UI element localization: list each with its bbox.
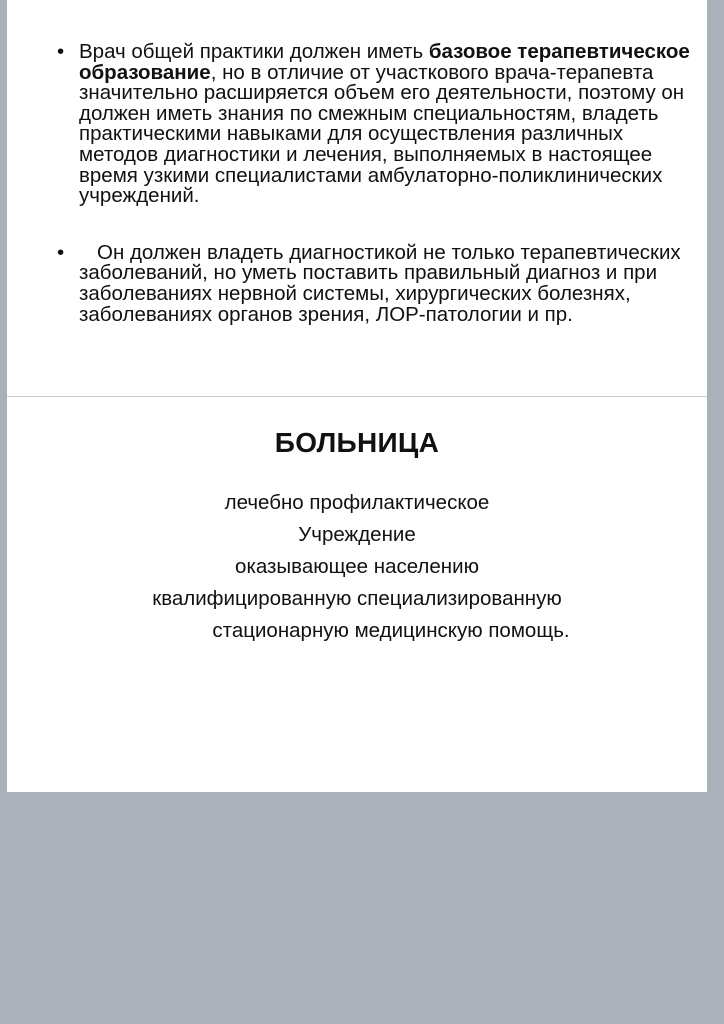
bullet-1-text-start: Врач общей практики должен иметь	[79, 40, 429, 63]
bullet-item-2	[57, 240, 697, 326]
slide-bottom	[7, 397, 707, 792]
definition-line-4: квалифицированную специализированную	[152, 587, 562, 610]
slide-top	[7, 0, 707, 397]
bullet-icon: •	[57, 240, 65, 264]
bullet-1-bold-text: базовое терапевтическое образование	[79, 40, 690, 84]
bullet-icon: •	[57, 40, 65, 63]
definition-line-3: оказывающее населению	[235, 555, 479, 578]
bullet-list	[57, 42, 697, 361]
definition-text	[7, 487, 707, 647]
bullet-item-1	[57, 42, 697, 207]
slide-title: БОЛЬНИЦА	[274, 427, 440, 458]
definition-line-5: стационарную медицинскую помощь.	[212, 619, 570, 642]
definition-line-1: лечебно профилактическое	[224, 491, 490, 514]
bullet-2-text: Он должен владеть диагностикой не только терапевтических заболеваний, но уметь поставить правильный диагноз и при заболеваниях нервной системы, хирургических болезнях, заболеваниях органов зрения, ЛОР-патологии и пр.	[79, 240, 681, 326]
bullet-1-text-end: , но в отличие от участкового врача-терапевта значительно расширяется объем его деятельности, поэтому он должен иметь знания по смежным специальностям, владеть практическими навыками для осуществления различных методов диагностики и лечения, выполняемых в настоящее время узкими специалистами амбулаторно-поликлинических учреждений.	[79, 60, 685, 208]
definition-line-2: Учреждение	[298, 523, 416, 546]
